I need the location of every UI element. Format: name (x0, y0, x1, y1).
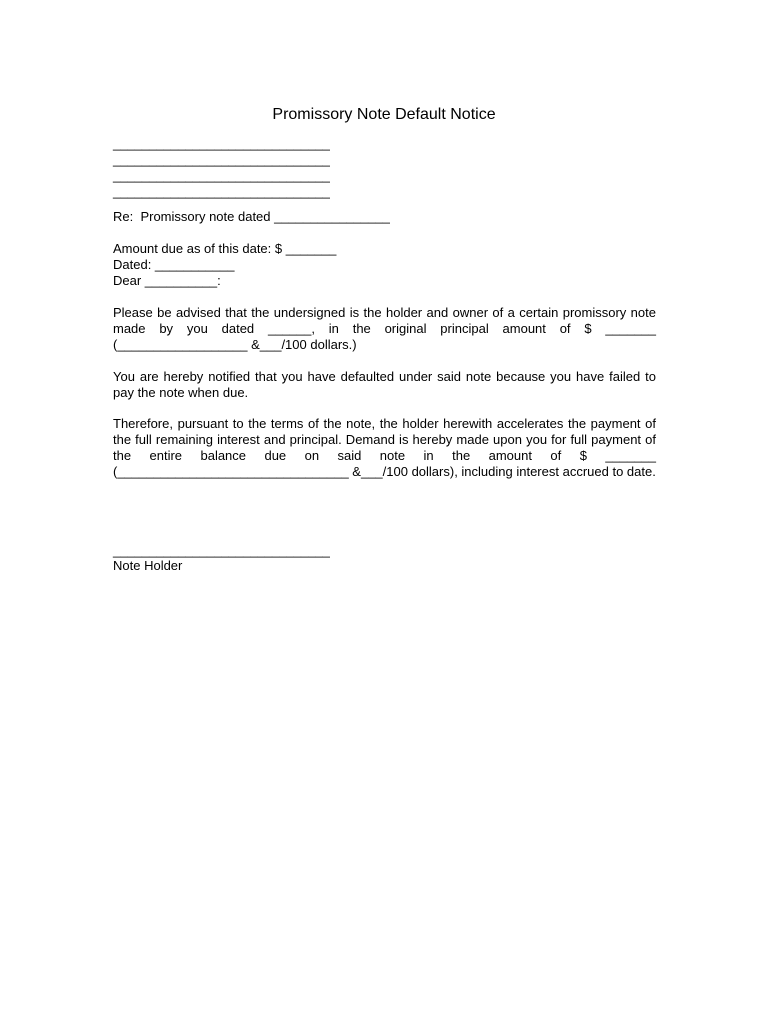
paragraph-acceleration-demand: Therefore, pursuant to the terms of the note, the holder herewith accelerates the payment of the full remaining interest and principal. Demand is hereby made upon you for full payment of the entire balance due on said note in the amount of $ _______ (________________________________ &___/100 dollars), including interest accrued to date. (113, 416, 656, 479)
re-line: Re: Promissory note dated ________________ (113, 209, 390, 224)
signature-line: ______________________________ (113, 543, 330, 558)
amount-due-line: Amount due as of this date: $ _______ (113, 241, 337, 256)
paragraph-holder-notice: Please be advised that the undersigned is the holder and owner of a certain promissory note made by you dated ______, in the original principal amount of $ _______ (__________________ &___/100 dollars.) (113, 305, 656, 352)
address-line: ______________________________ (113, 136, 330, 151)
signature-label: Note Holder (113, 558, 183, 573)
salutation: Dear __________: (113, 273, 221, 288)
address-line: ______________________________ (113, 168, 330, 183)
dated-line: Dated: ___________ (113, 257, 235, 272)
paragraph-default-notice: You are hereby notified that you have defaulted under said note because you have failed to pay the note when due. (113, 369, 656, 400)
document-title: Promissory Note Default Notice (272, 106, 496, 123)
address-line: ______________________________ (113, 152, 330, 167)
address-line: ______________________________ (113, 184, 330, 199)
